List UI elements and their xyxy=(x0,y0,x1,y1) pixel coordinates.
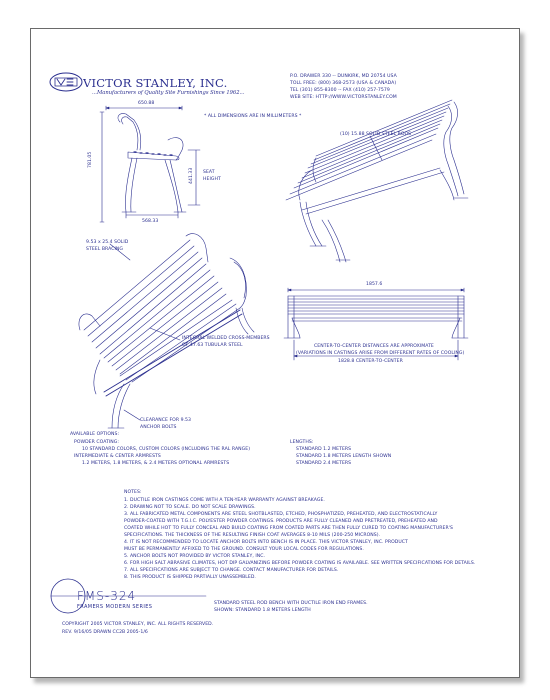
note-line: 8. THIS PRODUCT IS SHIPPED PARTIALLY UNASSEMBLED. xyxy=(124,575,256,580)
front-note-line: (VARIATIONS IN CASTINGS ARISE FROM DIFFERENT RATES OF COOLING) xyxy=(296,351,465,356)
note-line: POWDER-COATED WITH T.G.I.C. POLYESTER POWDER COATINGS. PRODUCTS ARE FULLY CLEANED AND PRETREATED, PREHEATED AND xyxy=(124,519,438,524)
note-line: 6. FOR HIGH SALT ABRASIVE CLIMATES, HOT DIP GALVANIZING BEFORE POWDER COATING IS AVAILABLE. SEE WRITTEN SPECIFICATIONS FOR DETAILS. xyxy=(124,561,476,566)
iso-bench-left xyxy=(79,234,254,428)
note-line: 4. IT IS NOT RECOMMENDED TO LOCATE ANCHOR BOLTS INTO BENCH IS IN PLACE. THIS VICTOR STANLEY, INC. PRODUCT xyxy=(124,540,408,545)
side-view-drawing xyxy=(100,106,200,222)
options-line: INTERMEDIATE & CENTER ARMRESTS xyxy=(74,454,161,459)
dimensions-note: * ALL DIMENSIONS ARE IN MILLIMETERS * xyxy=(204,114,302,119)
lengths-line: STANDARD 2.4 METERS xyxy=(296,461,352,466)
note-line: 3. ALL FABRICATED METAL COMPONENTS ARE STEEL SHOTBLASTED, ETCHED, PHOSPHATIZED, PREHEATED, AND ELECTROSTATICALLY xyxy=(124,512,438,517)
copyright: COPYRIGHT 2005 VICTOR STANLEY, INC. ALL RIGHTS RESERVED. xyxy=(62,622,214,627)
crossmember-label: INTEGRAL WELDED CROSS-MEMBERS xyxy=(182,336,270,341)
front-width-label: 1857.6 xyxy=(366,282,383,287)
logo-mark xyxy=(50,73,82,91)
center-to-center-label: 1828.8 CENTER-TO-CENTER xyxy=(338,359,403,364)
options-line: 10 STANDARD COLORS, CUSTOM COLORS (INCLUDING THE RAL RANGE) xyxy=(82,447,251,452)
note-line: 1. DUCTILE IRON CASTINGS COME WITH A TEN-YEAR WARRANTY AGAINST BREAKAGE. xyxy=(124,498,325,503)
company-tagline: ...Manufacturers of Quality Site Furnishings Since 1962... xyxy=(92,90,245,96)
lengths-line: STANDARD 1.8 METERS LENGTH SHOWN xyxy=(296,454,392,459)
note-line: 5. ANCHOR BOLTS NOT PROVIDED BY VICTOR STANLEY, INC. xyxy=(124,554,266,559)
seat-label-line: HEIGHT xyxy=(203,177,221,182)
contact-line: WEB SITE: HTTP://WWW.VICTORSTANLEY.COM xyxy=(290,95,397,100)
options-line: POWDER COATING: xyxy=(74,440,120,445)
note-line: 7. ALL SPECIFICATIONS ARE SUBJECT TO CHANGE. CONTACT MANUFACTURER FOR DETAILS. xyxy=(124,568,339,573)
steel-rods-label: (10) 15.88 SOLID STEEL RODS xyxy=(340,132,412,137)
seat-dim-label: 441.33 xyxy=(189,167,194,184)
crossmember-label: OF 47.63 TUBULAR STEEL xyxy=(182,343,243,348)
clearance-label: ANCHOR BOLTS xyxy=(140,425,177,430)
iso-bench-right xyxy=(286,100,468,262)
side-base-label: 568.33 xyxy=(142,219,159,224)
contact-line: TOLL FREE: (800) 368-2573 (USA & CANADA) xyxy=(290,81,397,86)
bracing-label: STEEL BRACING xyxy=(86,247,123,252)
options-line: 1.2 METERS, 1.8 METERS, & 2.4 METERS OPTIONAL ARMRESTS xyxy=(82,461,230,466)
front-note-line: CENTER-TO-CENTER DISTANCES ARE APPROXIMATE xyxy=(314,344,434,349)
options-heading: AVAILABLE OPTIONS: xyxy=(70,432,120,437)
notes-heading: NOTES: xyxy=(124,490,142,495)
side-height-label: 781.05 xyxy=(88,151,93,168)
lengths-heading: LENGTHS: xyxy=(290,440,314,445)
note-line: 2. DRAWING NOT TO SCALE. DO NOT SCALE DRAWINGS. xyxy=(124,505,256,510)
description-line: STANDARD STEEL ROD BENCH WITH DUCTILE IRON END FRAMES. xyxy=(214,601,368,606)
series-name: FRAMERS MODERN SERIES xyxy=(77,604,153,610)
description-line: SHOWN: STANDARD 1.8 METERS LENGTH xyxy=(214,608,311,613)
seat-label-line: SEAT xyxy=(203,170,215,175)
contact-line: TEL (301) 855-8300 -- FAX (410) 257-7579 xyxy=(290,88,390,93)
revision-info: REV. 9/16/05 DRAWN CC2B 2005-1/6 xyxy=(62,630,148,635)
contact-line: P.O. DRAWER 330 -- DUNKIRK, MD 20754 USA xyxy=(290,74,397,79)
company-name: VICTOR STANLEY, INC. xyxy=(83,76,228,90)
bracing-label: 9.53 x 25.4 SOLID xyxy=(86,240,129,245)
side-width-label: 650.88 xyxy=(138,101,155,106)
clearance-label: CLEARANCE FOR 9.53 xyxy=(140,418,192,423)
lengths-line: STANDARD 1.2 METERS xyxy=(296,447,352,452)
model-number: FMS-324 xyxy=(77,589,137,603)
note-line: MUST BE PERMANENTLY AFFIXED TO THE GROUND. CONSULT YOUR LOCAL CODES FOR REGULATIONS. xyxy=(124,547,364,552)
note-line: SPECIFICATIONS. THE THICKNESS OF THE RESULTING FINISH COAT AVERAGES 8-10 MILS (200-250 MICRONS). xyxy=(124,533,381,538)
note-line: COATED WHILE HOT TO FULLY CONCEAL AND BUILD COATING FROM COATED PARTS ARE THEN FULLY CURED TO COATING MANUFACTURER'S xyxy=(124,526,453,531)
